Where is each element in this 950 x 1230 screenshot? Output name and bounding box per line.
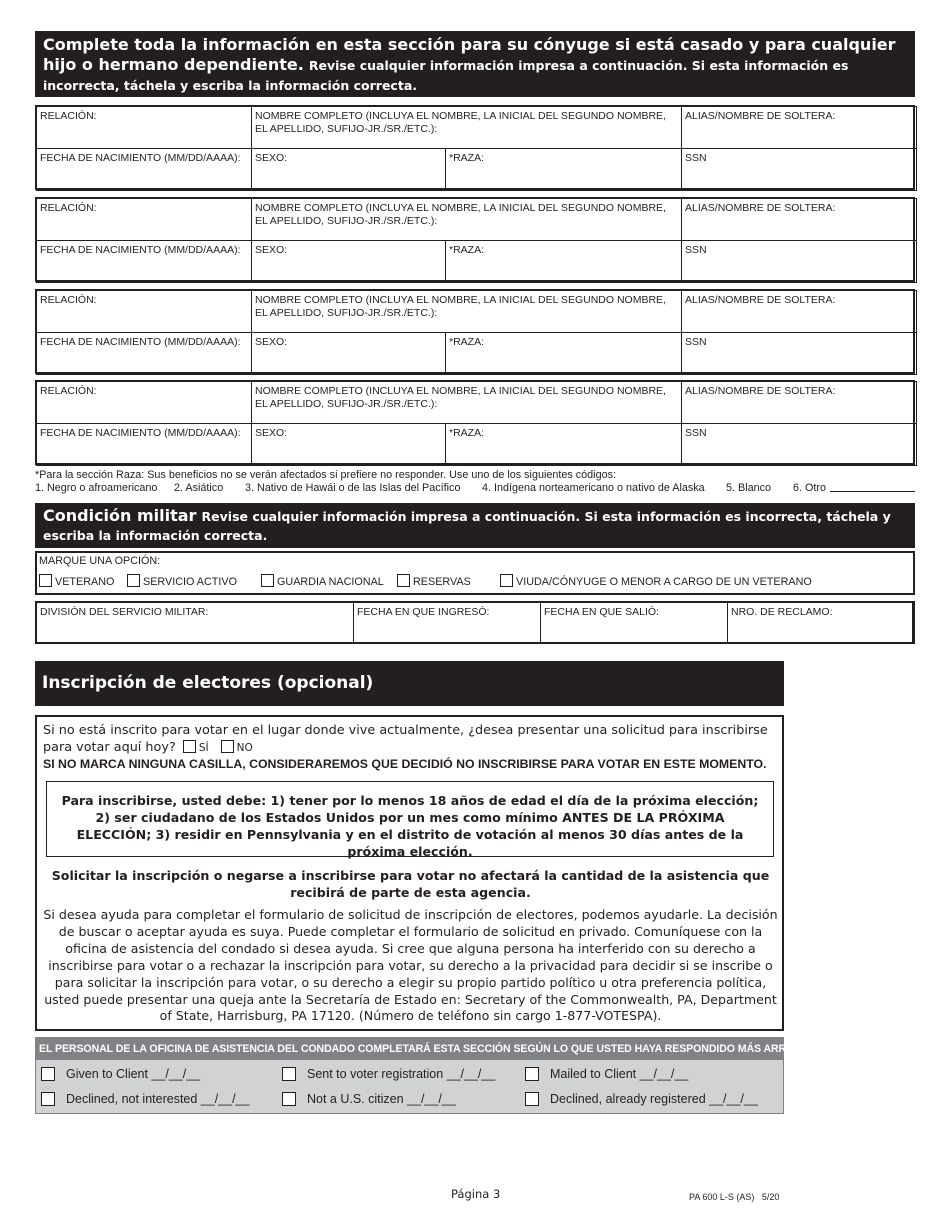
option-active-service[interactable]: SERVICIO ACTIVO bbox=[127, 574, 237, 588]
race-codes bbox=[35, 482, 915, 496]
claim-number-field[interactable]: NRO. DE RECLAMO: bbox=[728, 603, 913, 644]
ssn-field[interactable]: SSN bbox=[682, 149, 917, 191]
requirements-box: Para inscribirse, usted debe: 1) tener por lo menos 18 años de edad el día de la próxima elección; 2) ser ciudadano de los Estados Unidos por un mes como mínimo ANTES DE LA PRÓXIMA ELECCIÓN; 3) residir en Pennsylvania y en el distrito de votación al menos 30 días antes de la próxima elección. bbox=[46, 781, 774, 857]
relation-field[interactable]: RELACIÓN: bbox=[37, 107, 252, 149]
race-other-line[interactable] bbox=[830, 491, 915, 492]
race-field[interactable]: *RAZA: bbox=[446, 424, 682, 466]
staff-sent-to-voter-registration[interactable]: Sent to voter registration __/__/__ bbox=[282, 1067, 495, 1081]
staff-declined-not-interested[interactable]: Declined, not interested __/__/__ bbox=[41, 1092, 249, 1106]
voter-header-title: Inscripción de electores (opcional) bbox=[42, 673, 374, 693]
exit-date-field[interactable]: FECHA EN QUE SALIÓ: bbox=[541, 603, 728, 644]
no-option[interactable]: NO bbox=[221, 742, 253, 754]
sex-field[interactable]: SEXO: bbox=[252, 241, 446, 283]
yes-checkbox[interactable] bbox=[183, 740, 196, 753]
checkbox[interactable] bbox=[39, 574, 52, 587]
checkbox[interactable] bbox=[500, 574, 513, 587]
checkbox[interactable] bbox=[525, 1067, 539, 1081]
staff-mailed-to-client[interactable]: Mailed to Client __/__/__ bbox=[525, 1067, 688, 1081]
no-effect-statement: Solicitar la inscripción o negarse a inscribirse para votar no afectará la cantidad de la asistencia que recibirá de parte de esta agencia. bbox=[51, 868, 770, 900]
ssn-field[interactable]: SSN bbox=[682, 424, 917, 466]
option-widow-dependent[interactable]: VIUDA/CÓNYUGE O MENOR A CARGO DE UN VETERANO bbox=[500, 574, 812, 588]
military-section-header bbox=[35, 503, 915, 548]
relation-field[interactable]: RELACIÓN: bbox=[37, 199, 252, 241]
yes-option[interactable]: SÍ bbox=[183, 742, 209, 754]
voter-question: Si no está inscrito para votar en el lugar donde vive actualmente, ¿desea presentar una solicitud para inscribirse para votar aquí hoy? SÍ NO bbox=[43, 723, 768, 755]
military-header-title: Condición militar bbox=[43, 506, 197, 525]
dependent-block-4 bbox=[35, 380, 915, 465]
checkbox[interactable] bbox=[397, 574, 410, 587]
military-division-field[interactable]: DIVISIÓN DEL SERVICIO MILITAR: bbox=[37, 603, 354, 644]
full-name-field[interactable]: NOMBRE COMPLETO (INCLUYA EL NOMBRE, LA INICIAL DEL SEGUNDO NOMBRE, EL APELLIDO, SUFIJO-JR./SR./ETC.): bbox=[252, 107, 682, 149]
race-note: *Para la sección Raza: Sus beneficios no se verán afectados si prefiere no responder. Use uno de los siguientes códigos: bbox=[35, 469, 616, 481]
alias-field[interactable]: ALIAS/NOMBRE DE SOLTERA: bbox=[682, 382, 917, 424]
option-national-guard[interactable]: GUARDIA NACIONAL bbox=[261, 574, 384, 588]
sex-field[interactable]: SEXO: bbox=[252, 149, 446, 191]
sex-field[interactable]: SEXO: bbox=[252, 333, 446, 375]
voter-box bbox=[35, 715, 784, 1031]
ssn-field[interactable]: SSN bbox=[682, 241, 917, 283]
race-field[interactable]: *RAZA: bbox=[446, 333, 682, 375]
checkbox[interactable] bbox=[282, 1092, 296, 1106]
dependent-block-1 bbox=[35, 105, 915, 190]
full-name-field[interactable]: NOMBRE COMPLETO (INCLUYA EL NOMBRE, LA INICIAL DEL SEGUNDO NOMBRE, EL APELLIDO, SUFIJO-JR./SR./ETC.): bbox=[252, 199, 682, 241]
option-reserves[interactable]: RESERVAS bbox=[397, 574, 471, 588]
alias-field[interactable]: ALIAS/NOMBRE DE SOLTERA: bbox=[682, 291, 917, 333]
alias-field[interactable]: ALIAS/NOMBRE DE SOLTERA: bbox=[682, 199, 917, 241]
checkbox[interactable] bbox=[261, 574, 274, 587]
dependents-header-title: Complete toda la información en esta sección para su cónyuge si está casado y para cualquier hijo o hermano dependiente. bbox=[43, 35, 896, 74]
race-code-4: 4. Indígena norteamericano o nativo de Alaska bbox=[482, 482, 705, 494]
no-checkbox[interactable] bbox=[221, 740, 234, 753]
checkbox[interactable] bbox=[525, 1092, 539, 1106]
dependents-section-header bbox=[35, 31, 915, 97]
relation-field[interactable]: RELACIÓN: bbox=[37, 382, 252, 424]
dob-field[interactable]: FECHA DE NACIMIENTO (MM/DD/AAAA): bbox=[37, 424, 252, 466]
checkbox[interactable] bbox=[41, 1067, 55, 1081]
checkbox[interactable] bbox=[127, 574, 140, 587]
sex-field[interactable]: SEXO: bbox=[252, 424, 446, 466]
ssn-field[interactable]: SSN bbox=[682, 333, 917, 375]
race-code-5: 5. Blanco bbox=[726, 482, 772, 494]
choose-option-label: MARQUE UNA OPCIÓN: bbox=[39, 555, 161, 567]
help-text: Si desea ayuda para completar el formulario de solicitud de inscripción de electores, podemos ayudarle. La decisión de buscar o aceptar ayuda es suya. Puede completar el formulario de solicitud en privado. Comuníquese con la oficina de asistencia del condado si desea ayuda. Si cree que alguna persona ha interferido con su derecho a inscribirse para votar o a rechazar la inscripción para votar, su derecho a la privacidad para decidir si se inscribe o para solicitar la inscripción para votar, o su derecho a elegir su propio partido político u otra preferencia política, usted puede presentar una queja ante la Secretaría de Estado en: Secretary of the Commonwealth, PA, Department of State, Harrisburg, PA 17120. (Número de teléfono sin cargo 1-877-VOTESPA). bbox=[43, 907, 778, 1024]
no-selection-warning: SI NO MARCA NINGUNA CASILLA, CONSIDERAREMOS QUE DECIDIÓ NO INSCRIBIRSE PARA VOTAR EN ESTE MOMENTO. bbox=[43, 757, 767, 771]
alias-field[interactable]: ALIAS/NOMBRE DE SOLTERA: bbox=[682, 107, 917, 149]
staff-not-us-citizen[interactable]: Not a U.S. citizen __/__/__ bbox=[282, 1092, 456, 1106]
checkbox[interactable] bbox=[41, 1092, 55, 1106]
staff-header: EL PERSONAL DE LA OFICINA DE ASISTENCIA DEL CONDADO COMPLETARÁ ESTA SECCIÓN SEGÚN LO QUE USTED HAYA RESPONDIDO MÁS ARRIBA bbox=[36, 1038, 783, 1060]
race-field[interactable]: *RAZA: bbox=[446, 149, 682, 191]
dob-field[interactable]: FECHA DE NACIMIENTO (MM/DD/AAAA): bbox=[37, 241, 252, 283]
voter-section-header bbox=[35, 661, 784, 706]
page-number: Página 3 bbox=[451, 1187, 501, 1201]
military-header-note: Revise cualquier información impresa a continuación. Si esta información es incorrecta, táchela y escriba la información correcta. bbox=[43, 509, 891, 543]
race-code-3: 3. Nativo de Hawái o de las Islas del Pacífico bbox=[245, 482, 461, 494]
dob-field[interactable]: FECHA DE NACIMIENTO (MM/DD/AAAA): bbox=[37, 149, 252, 191]
staff-section bbox=[35, 1037, 805, 1114]
full-name-field[interactable]: NOMBRE COMPLETO (INCLUYA EL NOMBRE, LA INICIAL DEL SEGUNDO NOMBRE, EL APELLIDO, SUFIJO-JR./SR./ETC.): bbox=[252, 291, 682, 333]
dependents-header-note: Revise cualquier información impresa a continuación. Si esta información es incorrecta, táchela y escriba la información correcta. bbox=[43, 58, 849, 93]
race-field[interactable]: *RAZA: bbox=[446, 241, 682, 283]
option-veteran[interactable]: VETERANO bbox=[39, 574, 114, 588]
dependent-block-2 bbox=[35, 197, 915, 282]
military-options-box bbox=[35, 551, 915, 595]
race-code-2: 2. Asiático bbox=[174, 482, 224, 494]
entry-date-field[interactable]: FECHA EN QUE INGRESÓ: bbox=[354, 603, 541, 644]
dob-field[interactable]: FECHA DE NACIMIENTO (MM/DD/AAAA): bbox=[37, 333, 252, 375]
staff-declined-already-registered[interactable]: Declined, already registered __/__/__ bbox=[525, 1092, 758, 1106]
dependent-block-3 bbox=[35, 289, 915, 374]
race-code-6: 6. Otro bbox=[793, 482, 827, 494]
relation-field[interactable]: RELACIÓN: bbox=[37, 291, 252, 333]
full-name-field[interactable]: NOMBRE COMPLETO (INCLUYA EL NOMBRE, LA INICIAL DEL SEGUNDO NOMBRE, EL APELLIDO, SUFIJO-JR./SR./ETC.): bbox=[252, 382, 682, 424]
staff-given-to-client[interactable]: Given to Client __/__/__ bbox=[41, 1067, 200, 1081]
checkbox[interactable] bbox=[282, 1067, 296, 1081]
form-id: PA 600 L-S (AS) 5/20 bbox=[689, 1192, 780, 1202]
military-fields-box bbox=[35, 601, 915, 644]
race-code-1: 1. Negro o afroamericano bbox=[35, 482, 158, 494]
